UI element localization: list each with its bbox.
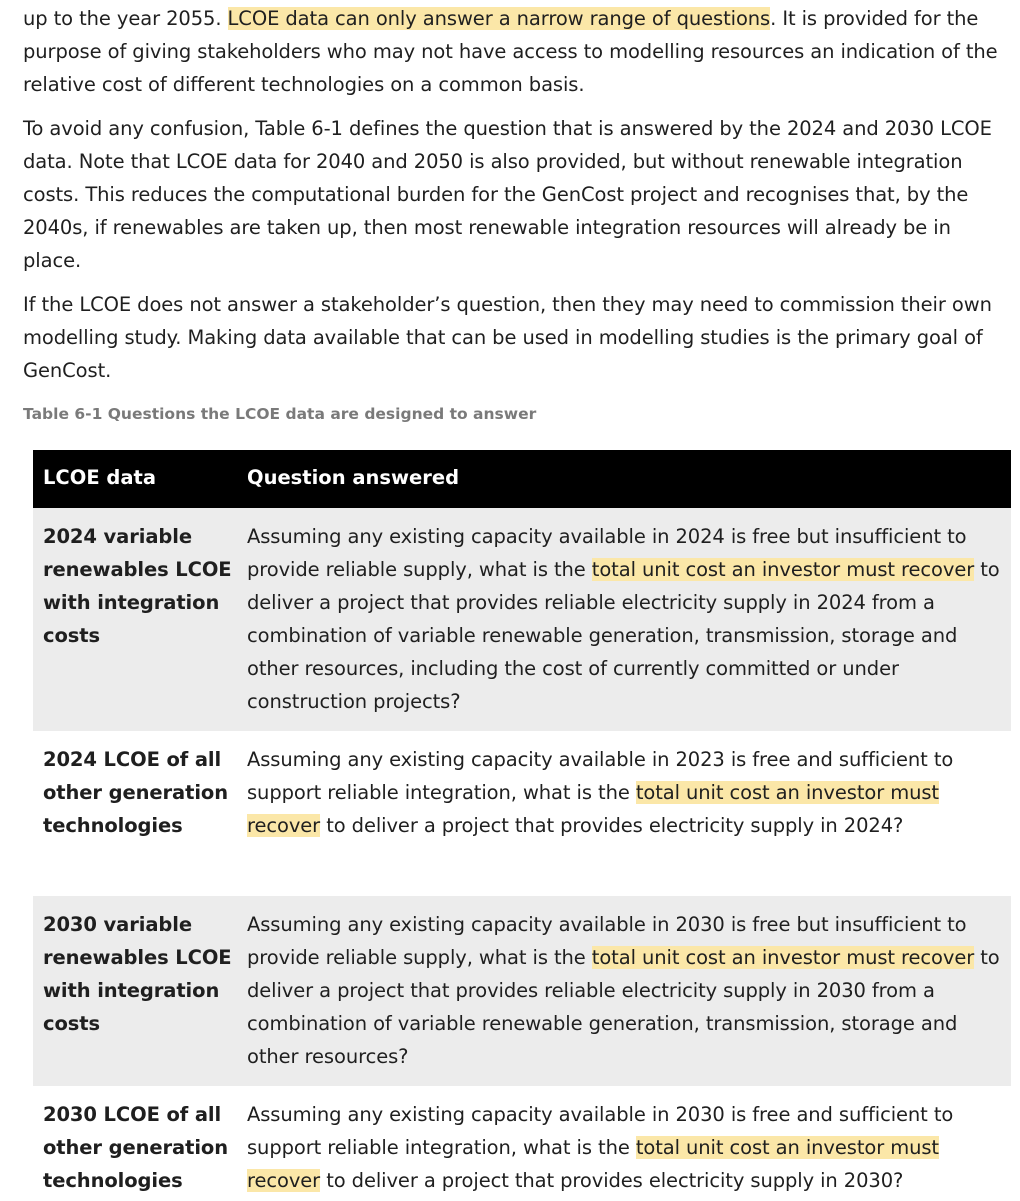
highlighted-phrase: total unit cost an investor must recover (591, 558, 975, 581)
highlighted-phrase: total unit cost an investor must recover (247, 1136, 939, 1192)
question-text-end: to deliver a project that provides reliable electricity supply in 2024 from a combination of variable renewable generation, transmission, storage and other resources, including the cost of currently committed or under construction projects? (247, 558, 1000, 713)
confusion-paragraph: To avoid any confusion, Table 6-1 defines the question that is answered by the 2024 and 2030 LCOE data. Note that LCOE data for 2040 and 2050 is also provided, but without renewable integration costs. This reduces the computational burden for the GenCost project and recognises that, by the 2040s, if renewables are taken up, then most renewable integration resources will already be in place. (23, 117, 992, 272)
table-row (33, 731, 1011, 896)
highlighted-phrase: total unit cost an investor must recover (591, 946, 975, 969)
table-row (33, 1086, 1011, 1201)
row-question (247, 1098, 1007, 1197)
highlighted-phrase: LCOE data can only answer a narrow range of questions (227, 7, 771, 30)
question-text-end: to deliver a project that provides reliable electricity supply in 2030 from a combination of variable renewable generation, transmission, storage and other resources? (247, 946, 1000, 1068)
header-lcoe-data: LCOE data (43, 466, 157, 489)
intro-paragraph (23, 2, 1003, 101)
intro-paragraph-start: up to the year 2055. (23, 7, 228, 30)
modelling-paragraph: If the LCOE does not answer a stakeholder’s question, then they may need to commission their own modelling study. Making data available that can be used in modelling studies is the primary goal of GenCost. (23, 293, 992, 382)
question-text-start: Assuming any existing capacity available in 2030 is free and sufficient to support reliable integration, what is the (247, 1103, 954, 1159)
row-label: 2024 variable renewables LCOE with integration costs (43, 525, 232, 647)
question-text-start: Assuming any existing capacity available in 2030 is free but insufficient to provide reliable supply, what is the (247, 913, 967, 969)
question-text-end: to deliver a project that provides electricity supply in 2024? (320, 814, 904, 837)
row-question (247, 743, 1007, 842)
table-row (33, 896, 1011, 1086)
row-label: 2030 LCOE of all other generation technologies (43, 1103, 228, 1192)
question-text-end: to deliver a project that provides electricity supply in 2030? (320, 1169, 904, 1192)
question-text-start: Assuming any existing capacity available in 2023 is free and sufficient to support reliable integration, what is the (247, 748, 954, 804)
question-text-start: Assuming any existing capacity available in 2024 is free but insufficient to provide reliable supply, what is the (247, 525, 967, 581)
header-question-answered: Question answered (247, 466, 460, 489)
highlighted-phrase: total unit cost an investor must recover (247, 781, 939, 837)
row-label: 2030 variable renewables LCOE with integration costs (43, 913, 232, 1035)
row-question (247, 908, 1007, 1073)
lcoe-questions-table (33, 450, 1011, 1201)
table-caption: Table 6-1 Questions the LCOE data are designed to answer (23, 405, 537, 423)
row-question (247, 520, 1007, 718)
table-row (33, 508, 1011, 731)
table-header-row (33, 450, 1011, 508)
intro-paragraph-end: . It is provided for the purpose of giving stakeholders who may not have access to modelling resources an indication of the relative cost of different technologies on a common basis. (23, 7, 998, 96)
row-label: 2024 LCOE of all other generation technologies (43, 748, 228, 837)
